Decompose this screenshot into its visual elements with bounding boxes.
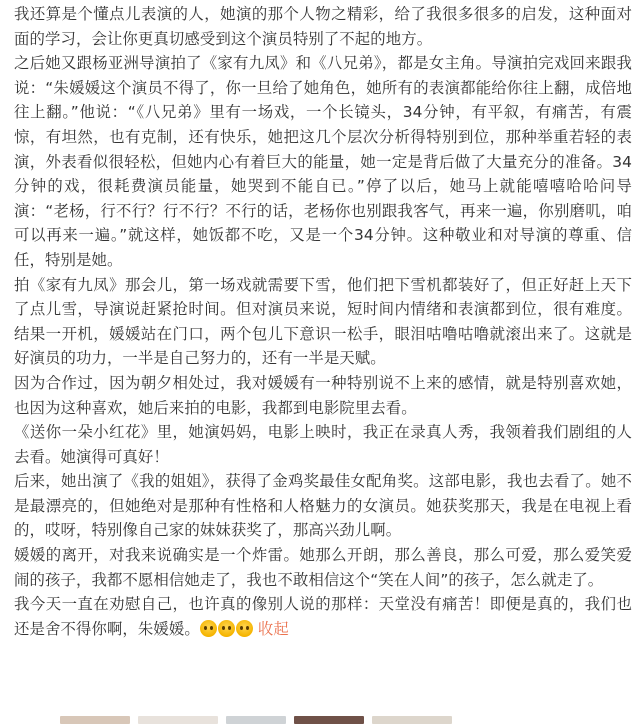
paragraph-1: 我还算是个懂点儿表演的人，她演的那个人物之精彩，给了我很多很多的启发，这种面对面的学习，会让你更真切感受到这个演员特别了不起的地方。 [14, 5, 632, 48]
image-thumbnail[interactable] [138, 716, 218, 724]
paragraph-4: 因为合作过，因为朝夕相处过，我对媛媛有一种特别说不上来的感情，就是特别喜欢她，也因为这种喜欢，她后来拍的电影，我都到电影院里去看。 [14, 373, 632, 417]
paragraph-2: 之后她又跟杨亚洲导演拍了《家有九凤》和《八兄弟》，都是女主角。导演拍完戏回来跟我说：“朱媛媛这个演员不得了，你一旦给了她角色，她所有的表演都能给你往上翻，成倍地往上翻。”他说：“《八兄弟》里有一场戏，一个长镜头，34分钟，有平叙，有痛苦，有震惊，有坦然，也有克制，还有快乐，她把这几个层次分析得特别到位，那种举重若轻的表演，外表看似很轻松，但她内心有着巨大的能量，她一定是背后做了大量充分的准备。34分钟的戏，很耗费演员能量，她哭到不能自已。”停了以后，她马上就能嘻嘻哈哈问导演：“老杨，行不行？行不行？不行的话，老杨你也别跟我客气，再来一遍，你别磨叽，咱可以再来一遍。”就这样，她饭都不吃，又是一个34分钟。这种敬业和对导演的尊重、信任，特别是她。 [14, 54, 632, 269]
image-strip-preview [60, 716, 580, 724]
crying-face-icon [236, 620, 253, 637]
paragraph-7: 媛媛的离开，对我来说确实是一个炸雷。她那么开朗，那么善良，那么可爱，那么爱笑爱闹的孩子，我都不愿相信她走了，我也不敢相信这个“笑在人间”的孩子，怎么就走了。 [14, 546, 632, 589]
crying-face-icon [200, 620, 217, 637]
image-thumbnail[interactable] [60, 716, 130, 724]
paragraph-8 [14, 592, 632, 641]
image-thumbnail[interactable] [226, 716, 286, 724]
paragraph-8-text: 我今天一直在劝慰自己，也许真的像别人说的那样：天堂没有痛苦！即便是真的，我们也还是舍不得你啊，朱媛媛。 [14, 595, 632, 638]
paragraph-5: 《送你一朵小红花》里，她演妈妈，电影上映时，我正在录真人秀，我领着我们剧组的人去看。她演得可真好！ [14, 423, 632, 466]
image-thumbnail[interactable] [294, 716, 364, 724]
paragraph-3: 拍《家有九凤》那会儿，第一场戏就需要下雪，他们把下雪机都装好了，但正好赶上天下了点儿雪，导演说赶紧抢时间。但对演员来说，短时间内情绪和表演都到位，很有难度。结果一开机，媛媛站在门口，两个包儿下意识一松手，眼泪咕噜咕噜就滚出来了。这就是好演员的功力，一半是自己努力的，还有一半是天赋。 [14, 275, 632, 368]
paragraph-6: 后来，她出演了《我的姐姐》，获得了金鸡奖最佳女配角奖。这部电影，我也去看了。她不是最漂亮的，但她绝对是那种有性格和人格魅力的女演员。她获奖那天，我是在电视上看的，哎呀，特别像自己家的妹妹获奖了，那高兴劲儿啊。 [14, 472, 632, 540]
collapse-link[interactable]: 收起 [257, 619, 289, 638]
article-body [14, 2, 632, 641]
crying-face-icon [218, 620, 235, 637]
image-thumbnail[interactable] [372, 716, 452, 724]
